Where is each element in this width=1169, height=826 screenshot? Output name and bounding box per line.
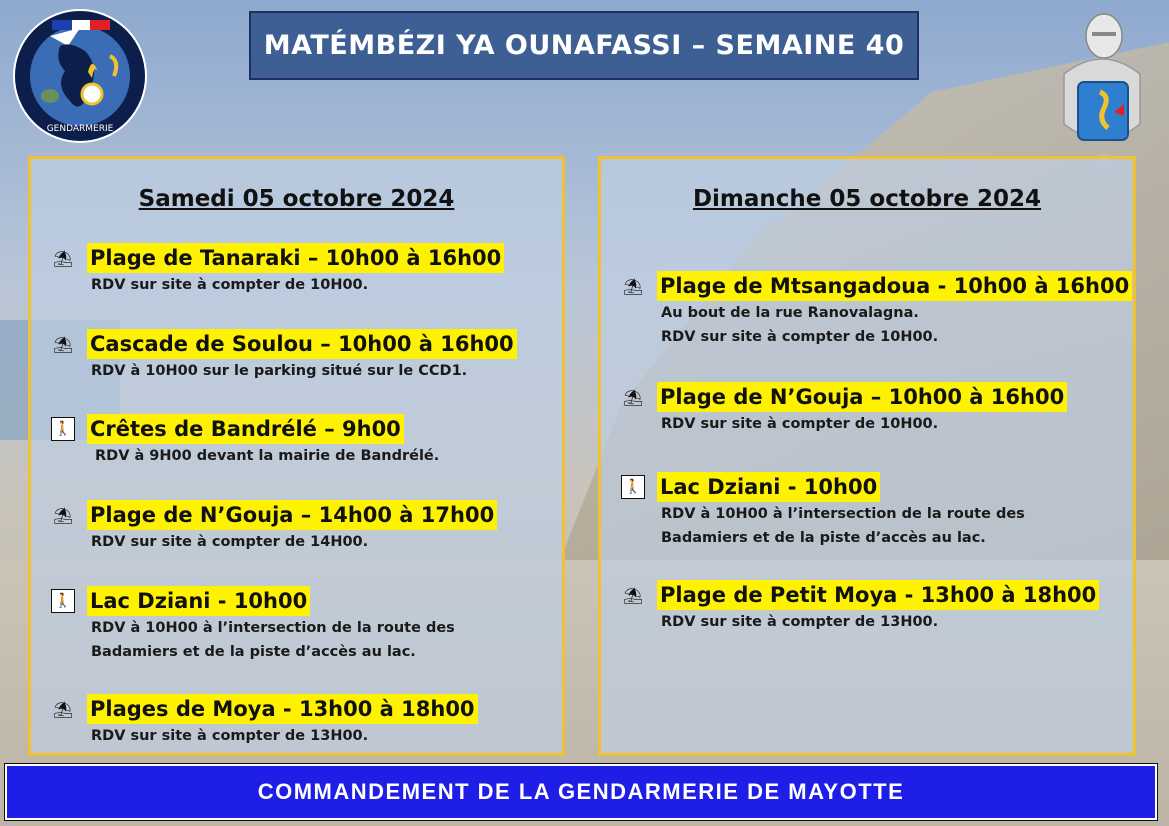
beach-umbrella-icon: ⛱ bbox=[52, 505, 74, 525]
event-title: Plages de Moya - 13h00 à 18h00 bbox=[87, 694, 478, 724]
saturday-day-title: Samedi 05 octobre 2024 bbox=[138, 186, 455, 212]
beach-umbrella-icon: ⛱ bbox=[52, 334, 74, 354]
event-detail: RDV à 10H00 à l’intersection de la route des bbox=[91, 620, 455, 636]
event-title: Lac Dziani - 10h00 bbox=[657, 472, 880, 502]
list-item bbox=[51, 500, 497, 554]
list-item bbox=[51, 243, 504, 297]
sunday-panel bbox=[598, 156, 1136, 756]
event-detail: RDV sur site à compter de 14H00. bbox=[91, 534, 369, 550]
event-title: Plage de Petit Moya - 13h00 à 18h00 bbox=[657, 580, 1099, 610]
event-title: Plage de Mtsangadoua - 10h00 à 16h00 bbox=[657, 271, 1132, 301]
list-item bbox=[621, 382, 1067, 436]
beach-umbrella-icon: ⛱ bbox=[622, 276, 644, 296]
event-detail: RDV à 9H00 devant la mairie de Bandrélé. bbox=[95, 448, 440, 464]
beach-umbrella-icon: ⛱ bbox=[52, 248, 74, 268]
list-item bbox=[621, 472, 1025, 550]
event-title: Crêtes de Bandrélé – 9h00 bbox=[87, 414, 404, 444]
event-detail: Au bout de la rue Ranovalagna. bbox=[661, 305, 919, 321]
event-title: Plage de N’Gouja – 14h00 à 17h00 bbox=[87, 500, 497, 530]
event-detail: RDV à 10H00 à l’intersection de la route des bbox=[661, 506, 1025, 522]
page-title bbox=[249, 11, 919, 80]
list-item bbox=[51, 694, 478, 748]
event-title: Plage de N’Gouja – 10h00 à 16h00 bbox=[657, 382, 1067, 412]
list-item bbox=[51, 586, 455, 664]
beach-umbrella-icon: ⛱ bbox=[52, 699, 74, 719]
event-detail: RDV sur site à compter de 10H00. bbox=[91, 277, 369, 293]
event-detail: Badamiers et de la piste d’accès au lac. bbox=[661, 530, 986, 546]
list-item bbox=[51, 329, 517, 383]
event-title: Plage de Tanaraki – 10h00 à 16h00 bbox=[87, 243, 504, 273]
event-title: Lac Dziani - 10h00 bbox=[87, 586, 310, 616]
beach-umbrella-icon: ⛱ bbox=[622, 585, 644, 605]
gendarmerie-mayotte-logo bbox=[10, 6, 150, 146]
event-title: Cascade de Soulou – 10h00 à 16h00 bbox=[87, 329, 517, 359]
list-item bbox=[621, 580, 1099, 634]
list-item bbox=[51, 414, 439, 468]
hiker-icon: 🚶 bbox=[51, 417, 75, 441]
list-item bbox=[621, 271, 1132, 349]
footer-text: COMMANDEMENT DE LA GENDARMERIE DE MAYOTTE bbox=[257, 779, 905, 804]
sunday-day-title: Dimanche 05 octobre 2024 bbox=[692, 186, 1042, 212]
event-detail: RDV sur site à compter de 10H00. bbox=[661, 416, 939, 432]
saturday-panel bbox=[28, 156, 565, 756]
event-detail: RDV sur site à compter de 10H00. bbox=[661, 329, 939, 345]
page-title-text: MATÉMBÉZI YA OUNAFASSI – SEMAINE 40 bbox=[263, 30, 905, 61]
svg-text:GENDARMERIE: GENDARMERIE bbox=[46, 124, 114, 134]
event-detail: RDV à 10H00 sur le parking situé sur le CCD1. bbox=[91, 363, 468, 379]
hiker-icon: 🚶 bbox=[51, 589, 75, 613]
hiker-icon: 🚶 bbox=[621, 475, 645, 499]
event-detail: RDV sur site à compter de 13H00. bbox=[91, 728, 369, 744]
footer-banner bbox=[5, 764, 1157, 820]
gendarmerie-crest-emblem bbox=[1052, 4, 1152, 176]
beach-umbrella-icon: ⛱ bbox=[622, 387, 644, 407]
event-detail: RDV sur site à compter de 13H00. bbox=[661, 614, 939, 630]
event-detail: Badamiers et de la piste d’accès au lac. bbox=[91, 644, 416, 660]
